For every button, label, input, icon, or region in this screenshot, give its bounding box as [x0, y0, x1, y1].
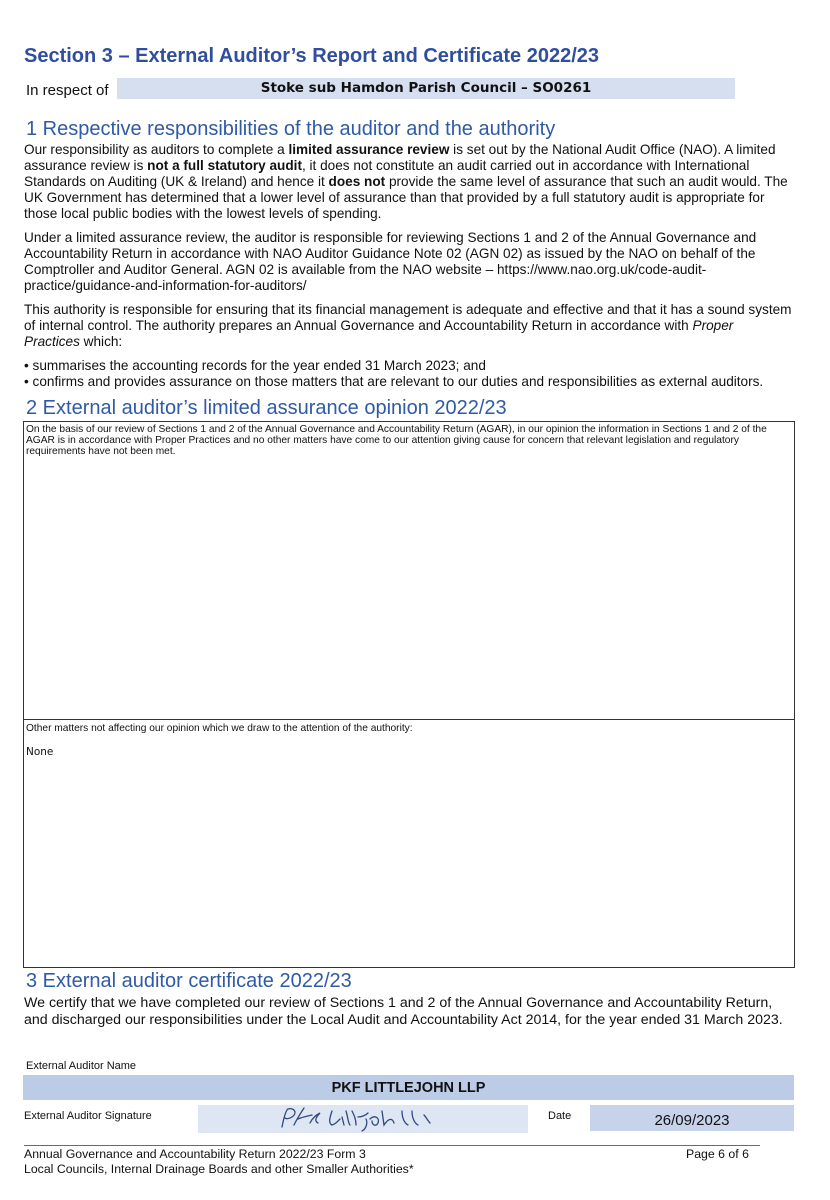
opinion-text: On the basis of our review of Sections 1 and 2 of the Annual Governance and Accountability Return (AGAR), in our opinion the information in Sections 1 and 2 of the AGAR is in accordance with Proper Practices and no other matters have come to our attention giving cause for concern that relevant legislation and regulatory requirements have not been met. — [26, 424, 767, 457]
section2-heading: 2 External auditor’s limited assurance opinion 2022/23 — [26, 397, 507, 419]
section1-paragraph-1: Our responsibility as auditors to complete a limited assurance review is set out by the National Audit Office (NAO). A limited assurance review is not a full statutory audit, it does not constitute an audit carried out in accordance with International Standards on Auditing (UK & Ireland) and hence it does not provide the same level of assurance that such an audit would. The UK Government has determined that a lower level of assurance than that provided by a full statutory audit is appropriate for those local public bodies with the lowest levels of spending. — [24, 142, 788, 221]
page-number: Page 6 of 6 — [686, 1147, 749, 1161]
footer-line-2: Local Councils, Internal Drainage Boards and other Smaller Authorities* — [24, 1162, 414, 1176]
section1-paragraph-3: This authority is responsible for ensuring that its financial management is adequate and effective and that it has a sound system of internal control. The authority prepares an Annual Governance and Accountability Return in accordance with Proper Practices which: — [24, 302, 792, 349]
footer-line-1: Annual Governance and Accountability Return 2022/23 Form 3 — [24, 1147, 366, 1161]
handwritten-signature — [198, 1105, 528, 1133]
opinion-box — [23, 421, 795, 720]
page-title: Section 3 – External Auditor’s Report and Certificate 2022/23 — [24, 45, 599, 67]
other-matters-label: Other matters not affecting our opinion which we draw to the attention of the authority: — [26, 723, 413, 734]
section1-paragraph-2: Under a limited assurance review, the auditor is responsible for reviewing Sections 1 and 2 of the Annual Governance and Accountability Return in accordance with NAO Auditor Guidance Note 02 (AGN 02) as issued by the NAO on behalf of the Comptroller and Auditor General. AGN 02 is available from the NAO website – https://www.nao.org.uk/code-audit-practice/guidance-and-information-for-auditors/ — [24, 230, 757, 293]
date-field: 26/09/2023 — [590, 1105, 794, 1131]
auditor-name-field: PKF LITTLEJOHN LLP — [23, 1075, 794, 1100]
signature-label: External Auditor Signature — [24, 1110, 152, 1122]
section1-heading: 1 Respective responsibilities of the auditor and the authority — [26, 118, 556, 140]
footer-divider — [24, 1145, 760, 1146]
bullet-item: • confirms and provides assurance on those matters that are relevant to our duties and responsibilities as external auditors. — [24, 374, 764, 389]
date-label: Date — [548, 1110, 572, 1122]
signature-field — [198, 1105, 528, 1133]
bullet-item: • summarises the accounting records for the year ended 31 March 2023; and — [24, 358, 486, 373]
other-matters-value: None — [26, 746, 54, 758]
section3-heading: 3 External auditor certificate 2022/23 — [26, 970, 352, 992]
auditor-name-label: External Auditor Name — [26, 1060, 137, 1072]
certificate-text: We certify that we have completed our review of Sections 1 and 2 of the Annual Governance and Accountability Return, and discharged our responsibilities under the Local Audit and Accountability Act 2014, for the year ended 31 March 2023. — [24, 995, 783, 1028]
authority-name-field: Stoke sub Hamdon Parish Council – SO0261 — [117, 78, 735, 99]
other-matters-box — [23, 719, 795, 968]
in-respect-label: In respect of — [26, 82, 109, 99]
